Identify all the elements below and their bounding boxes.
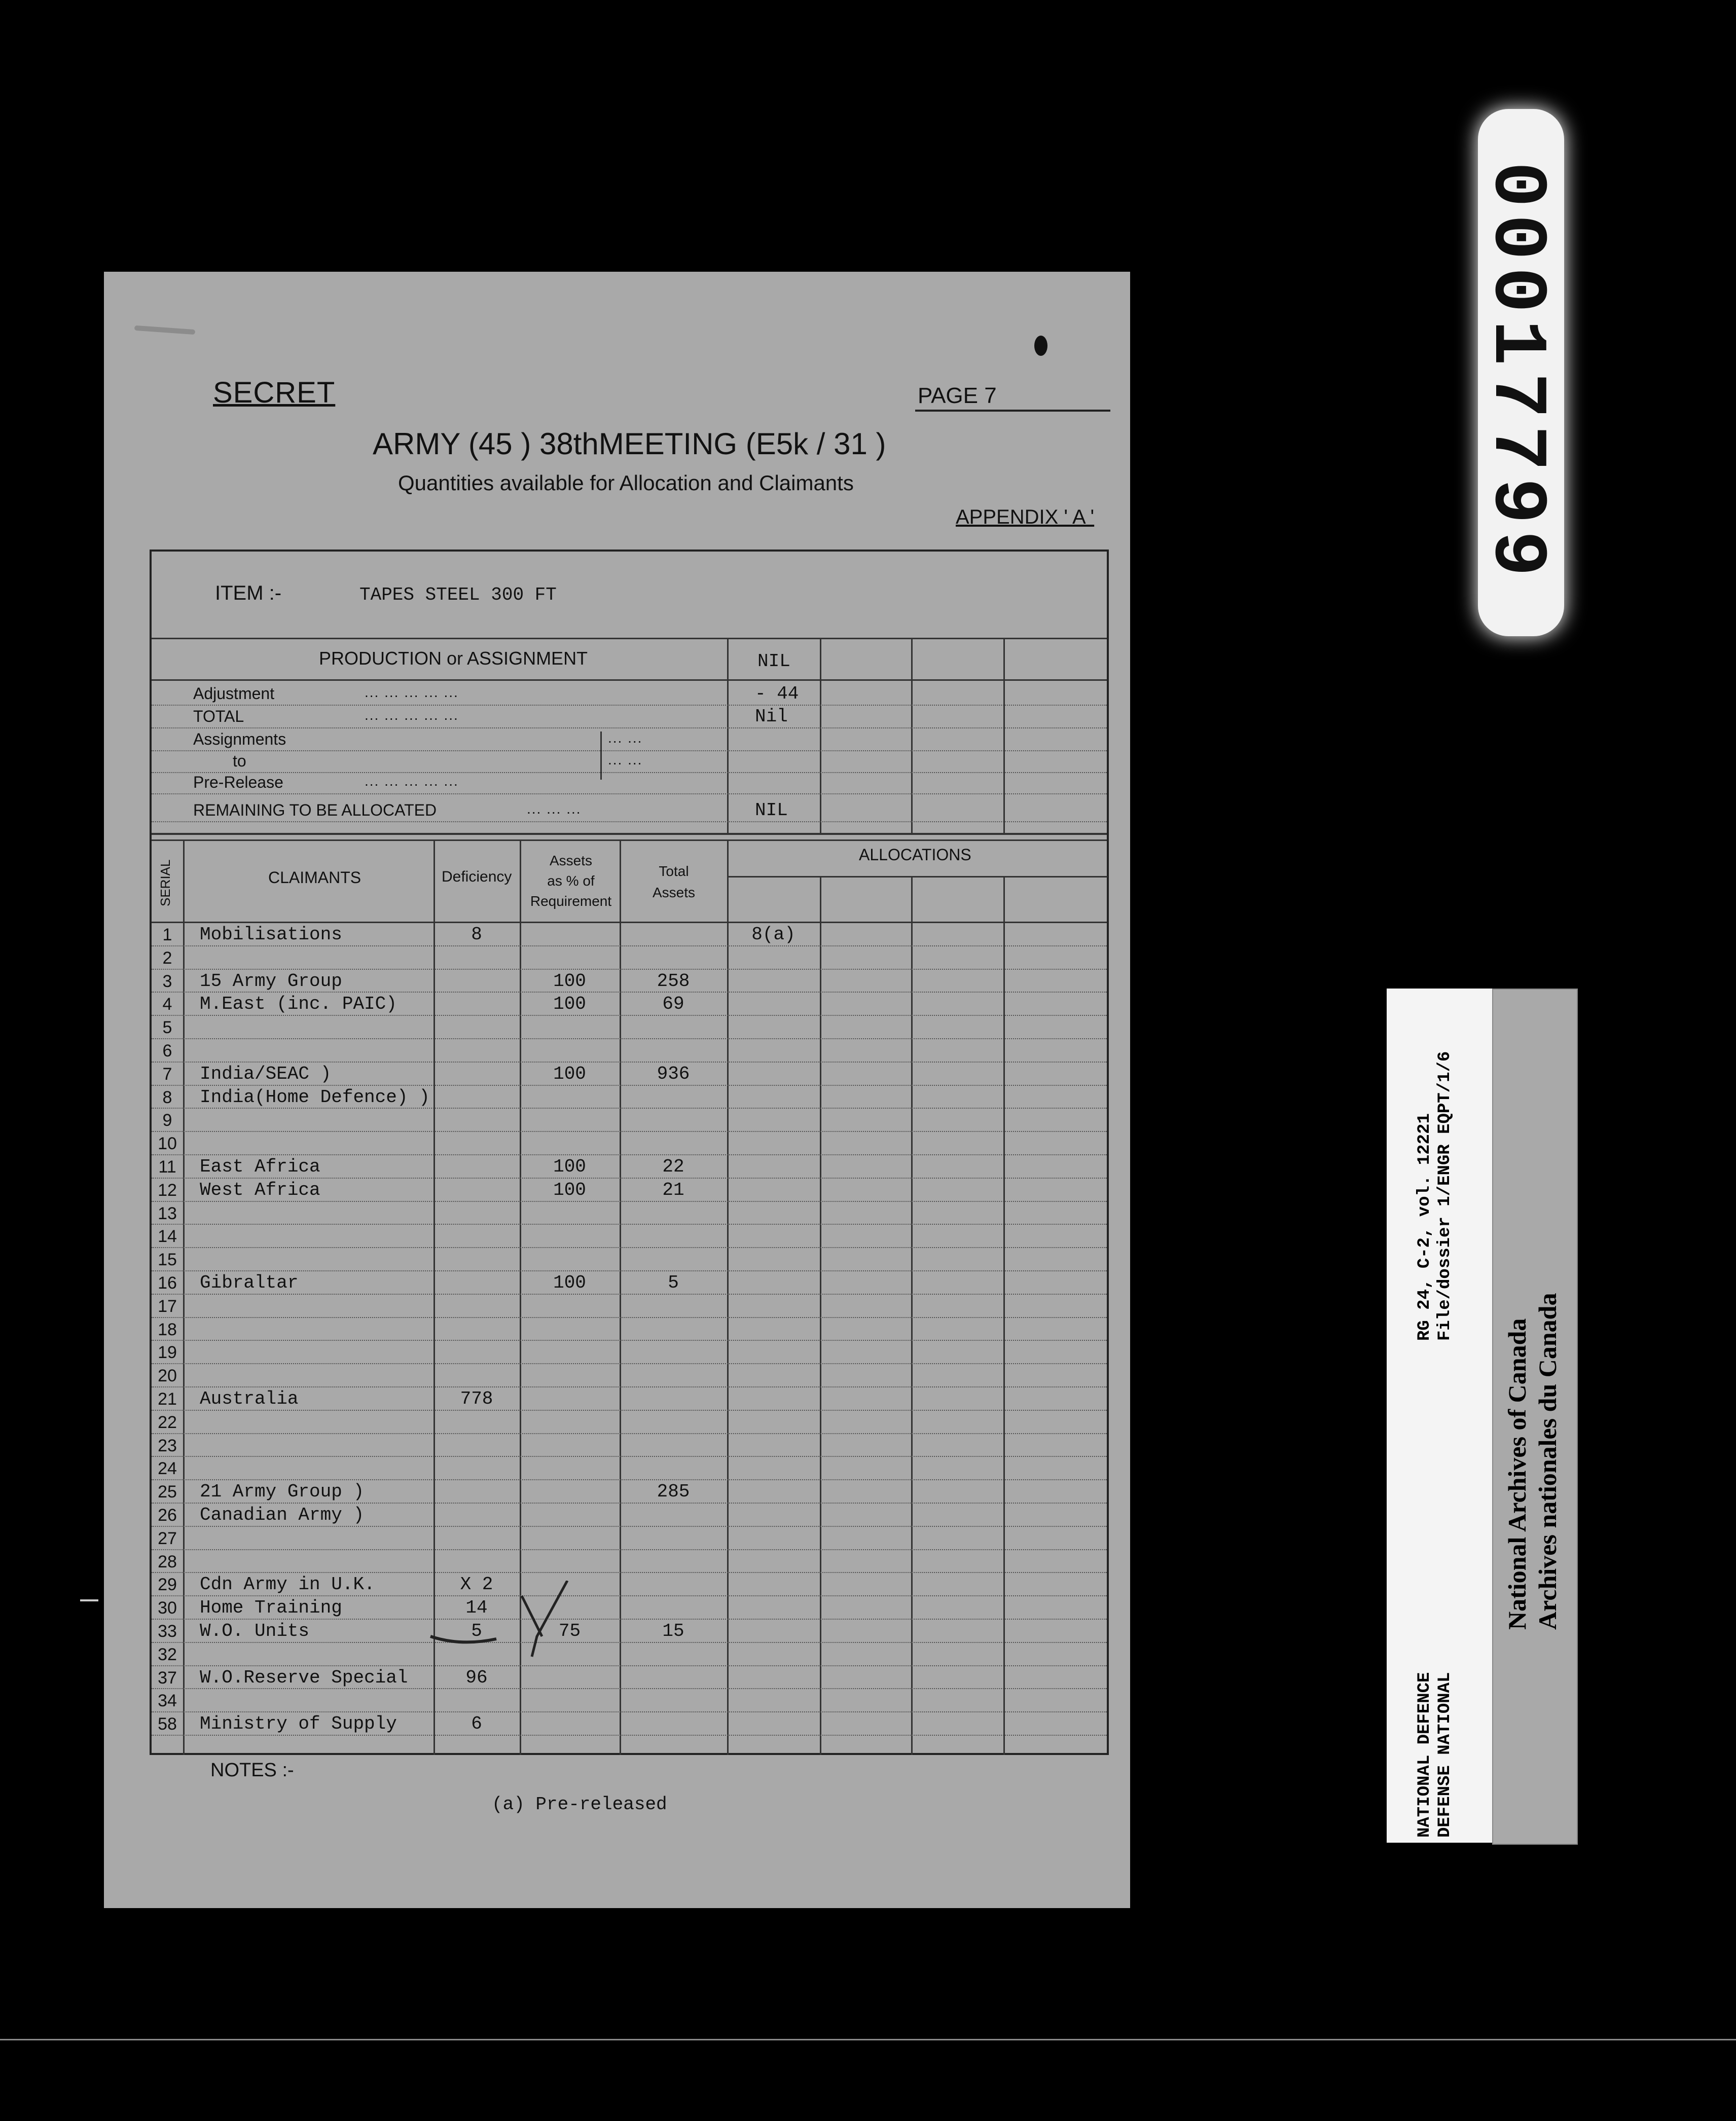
- row-serial: 7: [162, 1064, 172, 1084]
- row-rule: [152, 1735, 1107, 1736]
- rule: [152, 679, 1107, 681]
- row-deficiency: 778: [460, 1388, 493, 1409]
- claimants-header: CLAIMANTS: [268, 868, 361, 887]
- assets-pct-line1: Assets: [549, 853, 593, 868]
- row-serial: 2: [162, 948, 172, 968]
- row-rule: [152, 1456, 1107, 1457]
- assets-pct-header: [523, 851, 619, 911]
- row-deficiency: 96: [465, 1667, 488, 1688]
- rule: [152, 922, 1107, 923]
- production-row-label: TOTAL: [193, 707, 244, 725]
- row-serial: 11: [158, 1157, 176, 1177]
- row-serial: 6: [162, 1041, 172, 1060]
- row-claimant: 15 Army Group: [200, 970, 342, 992]
- row-assets-pct: 100: [553, 1063, 586, 1084]
- total-assets-line2: Assets: [652, 885, 696, 900]
- row-rule: [152, 1711, 1107, 1712]
- row-rule: [152, 1294, 1107, 1295]
- dotted-rule: [152, 793, 1107, 794]
- row-serial: 27: [158, 1528, 177, 1548]
- document-page: [104, 272, 1130, 1908]
- production-row-label: Assignments: [193, 730, 286, 748]
- row-serial: 12: [158, 1180, 177, 1200]
- row-rule: [152, 1410, 1107, 1411]
- department-line2: DEFENSE NATIONAL: [1435, 1672, 1455, 1838]
- row-serial: 19: [158, 1343, 177, 1363]
- reference-block: [1415, 1051, 1455, 1341]
- item-label: ITEM :-: [215, 582, 282, 604]
- production-row-label: Adjustment: [193, 684, 275, 703]
- handwritten-checkmark: [415, 1581, 608, 1662]
- row-rule: [152, 1433, 1107, 1434]
- row-serial: 1: [162, 925, 172, 944]
- row-assets-pct: 100: [553, 1272, 586, 1293]
- row-rule: [152, 1595, 1107, 1596]
- col-rule: [183, 839, 185, 1755]
- row-claimant: Cdn Army in U.K.: [200, 1574, 375, 1595]
- row-claimant: Gibraltar: [200, 1272, 299, 1293]
- row-rule: [152, 1688, 1107, 1689]
- row-rule: [152, 1085, 1107, 1086]
- production-heading: PRODUCTION or ASSIGNMENT: [319, 648, 588, 669]
- row-total-assets: 936: [657, 1063, 690, 1084]
- row-allocation: 8(a): [751, 924, 795, 945]
- dotted-rule: [152, 821, 1107, 822]
- row-rule: [152, 1479, 1107, 1480]
- alloc-rule: [727, 876, 1107, 877]
- row-rule: [152, 1015, 1107, 1016]
- department-block: [1415, 1672, 1455, 1838]
- footnote: (a) Pre-released: [492, 1794, 667, 1815]
- rule: [152, 839, 1107, 841]
- reference-line2: File/dossier 1/ENGR EQPT/1/6: [1435, 1051, 1455, 1341]
- row-rule: [152, 1154, 1107, 1155]
- row-rule: [152, 1665, 1107, 1666]
- production-row-dots: ... ... ... ... ...: [365, 707, 459, 723]
- rule: [152, 833, 1107, 835]
- row-serial: 22: [158, 1412, 177, 1432]
- row-serial: 15: [158, 1250, 177, 1270]
- row-assets-pct: 100: [553, 970, 586, 992]
- assignments-bracket: [600, 732, 602, 780]
- production-row-dots: ... ...: [608, 730, 643, 746]
- col-rule: [727, 839, 729, 1755]
- row-serial: 13: [158, 1203, 177, 1223]
- row-serial: 5: [162, 1018, 172, 1038]
- col-rule: [820, 876, 821, 1755]
- row-claimant: 21 Army Group ): [200, 1481, 365, 1503]
- col-rule: [911, 876, 913, 1755]
- production-heading-value: NIL: [757, 651, 790, 672]
- reference-line1: RG 24, C-2, vol. 12221: [1415, 1113, 1434, 1341]
- row-rule: [152, 1201, 1107, 1202]
- total-assets-header: [623, 861, 725, 903]
- assets-pct-line2: as % of: [547, 873, 595, 889]
- assets-pct-line3: Requirement: [530, 893, 612, 909]
- row-total-assets: 21: [662, 1179, 684, 1200]
- row-rule: [152, 1038, 1107, 1039]
- dotted-rule: [152, 705, 1107, 706]
- row-assets-pct: 100: [553, 994, 586, 1015]
- production-row-value: NIL: [755, 800, 788, 821]
- col-rule: [911, 638, 913, 833]
- dotted-rule: [152, 727, 1107, 728]
- margin-dash: [80, 1599, 98, 1601]
- row-rule: [152, 1131, 1107, 1132]
- production-row-label: REMAINING TO BE ALLOCATED: [193, 801, 437, 819]
- row-serial: 20: [158, 1366, 177, 1386]
- row-claimant: Mobilisations: [200, 924, 342, 945]
- row-total-assets: 258: [657, 970, 690, 992]
- row-rule: [152, 1270, 1107, 1271]
- row-rule: [152, 1503, 1107, 1504]
- row-serial: 23: [158, 1436, 177, 1455]
- appendix-label: APPENDIX ' A ': [956, 506, 1095, 528]
- row-total-assets: 22: [662, 1156, 684, 1177]
- row-serial: 25: [158, 1482, 177, 1502]
- row-rule: [152, 1572, 1107, 1573]
- row-claimant: West Africa: [200, 1179, 320, 1200]
- row-serial: 37: [158, 1668, 177, 1688]
- row-assets-pct: 100: [553, 1179, 586, 1200]
- row-rule: [152, 1224, 1107, 1225]
- row-serial: 4: [162, 995, 172, 1014]
- row-serial: 8: [162, 1087, 172, 1107]
- row-serial: 26: [158, 1506, 177, 1525]
- row-claimant: Ministry of Supply: [200, 1713, 397, 1735]
- row-serial: 33: [158, 1622, 177, 1641]
- production-row-label: Pre-Release: [193, 773, 283, 791]
- allocations-header: ALLOCATIONS: [859, 846, 971, 864]
- scan-edge-line: [0, 2039, 1736, 2040]
- dotted-rule: [152, 772, 1107, 773]
- deficiency-header: Deficiency: [442, 868, 512, 885]
- meeting-title: ARMY (45 ) 38thMEETING (E5k / 31 ): [373, 427, 886, 461]
- row-claimant: Home Training: [200, 1597, 342, 1619]
- row-rule: [152, 1062, 1107, 1063]
- page-underline: [915, 410, 1110, 412]
- row-rule: [152, 1619, 1107, 1620]
- row-serial: 16: [158, 1273, 177, 1293]
- row-claimant: India/SEAC ): [200, 1063, 332, 1084]
- notes-label: NOTES :-: [210, 1760, 294, 1781]
- row-serial: 28: [158, 1552, 177, 1571]
- row-deficiency: 14: [465, 1597, 488, 1619]
- row-serial: 32: [158, 1644, 177, 1664]
- row-deficiency: 6: [471, 1713, 482, 1735]
- production-row-value: - 44: [755, 683, 799, 704]
- row-total-assets: 69: [662, 994, 684, 1015]
- row-claimant: East Africa: [200, 1156, 320, 1177]
- row-claimant: M.East (inc. PAIC): [200, 994, 397, 1015]
- production-row-dots: ... ... ...: [527, 801, 582, 817]
- row-rule: [152, 969, 1107, 970]
- col-rule: [820, 638, 821, 833]
- row-assets-pct: 100: [553, 1156, 586, 1177]
- allocation-table: [150, 550, 1109, 1755]
- production-row-value: Nil: [755, 706, 788, 727]
- document-subtitle: Quantities available for Allocation and Claimants: [398, 471, 854, 495]
- row-claimant: Australia: [200, 1388, 299, 1409]
- row-total-assets: 5: [668, 1272, 679, 1293]
- row-serial: 17: [158, 1296, 177, 1316]
- row-rule: [152, 1642, 1107, 1643]
- col-rule: [1003, 638, 1005, 833]
- row-serial: 21: [158, 1389, 177, 1409]
- total-assets-line1: Total: [659, 863, 689, 879]
- row-rule: [152, 1247, 1107, 1248]
- row-serial: 34: [158, 1691, 177, 1711]
- paper-scuff: [134, 325, 195, 335]
- row-serial: 29: [158, 1575, 177, 1595]
- row-claimant: W.O.Reserve Special: [200, 1667, 408, 1688]
- row-serial: 18: [158, 1320, 177, 1339]
- frame-number: 00017799: [1473, 161, 1559, 584]
- col-rule: [727, 638, 729, 833]
- department-line1: NATIONAL DEFENCE: [1415, 1672, 1434, 1838]
- col-rule: [1003, 876, 1005, 1755]
- production-row-dots: ... ...: [608, 752, 643, 767]
- page-number: PAGE 7: [918, 383, 997, 408]
- dotted-rule: [152, 750, 1107, 751]
- row-serial: 14: [158, 1227, 177, 1247]
- item-value: TAPES STEEL 300 FT: [359, 584, 557, 605]
- row-rule: [152, 1108, 1107, 1109]
- row-deficiency: 5: [471, 1621, 482, 1641]
- archives-line1: National Archives of Canada: [1503, 1318, 1531, 1630]
- production-row-dots: ... ... ... ... ...: [365, 773, 459, 789]
- row-serial: 9: [162, 1111, 172, 1130]
- serial-header: SERIAL: [158, 859, 173, 906]
- row-total-assets: 15: [662, 1621, 684, 1641]
- row-rule: [152, 945, 1107, 946]
- ink-blot: [1034, 336, 1047, 356]
- rule: [152, 638, 1107, 639]
- row-rule: [152, 1526, 1107, 1527]
- secret-stamp: SECRET: [213, 376, 336, 409]
- row-rule: [152, 992, 1107, 993]
- row-rule: [152, 1363, 1107, 1364]
- row-rule: [152, 1340, 1107, 1341]
- row-rule: [152, 1549, 1107, 1550]
- row-serial: 3: [162, 971, 172, 991]
- row-claimant: W.O. Units: [200, 1621, 310, 1641]
- row-assets-pct: 75: [558, 1621, 581, 1641]
- row-rule: [152, 1386, 1107, 1387]
- archives-line2: Archives nationales du Canada: [1533, 1293, 1562, 1630]
- production-row-label: to: [233, 752, 246, 770]
- row-rule: [152, 1317, 1107, 1318]
- row-deficiency: 8: [471, 924, 482, 945]
- row-serial: 58: [158, 1714, 177, 1734]
- production-row-dots: ... ... ... ... ...: [365, 684, 459, 700]
- row-deficiency: X 2: [460, 1574, 493, 1595]
- row-serial: 10: [158, 1134, 177, 1154]
- row-serial: 30: [158, 1598, 177, 1618]
- archives-block: [1502, 1293, 1563, 1630]
- row-claimant: India(Home Defence) ): [200, 1086, 430, 1108]
- row-claimant: Canadian Army ): [200, 1505, 365, 1525]
- row-serial: 24: [158, 1459, 177, 1479]
- row-rule: [152, 1178, 1107, 1179]
- row-total-assets: 285: [657, 1481, 690, 1503]
